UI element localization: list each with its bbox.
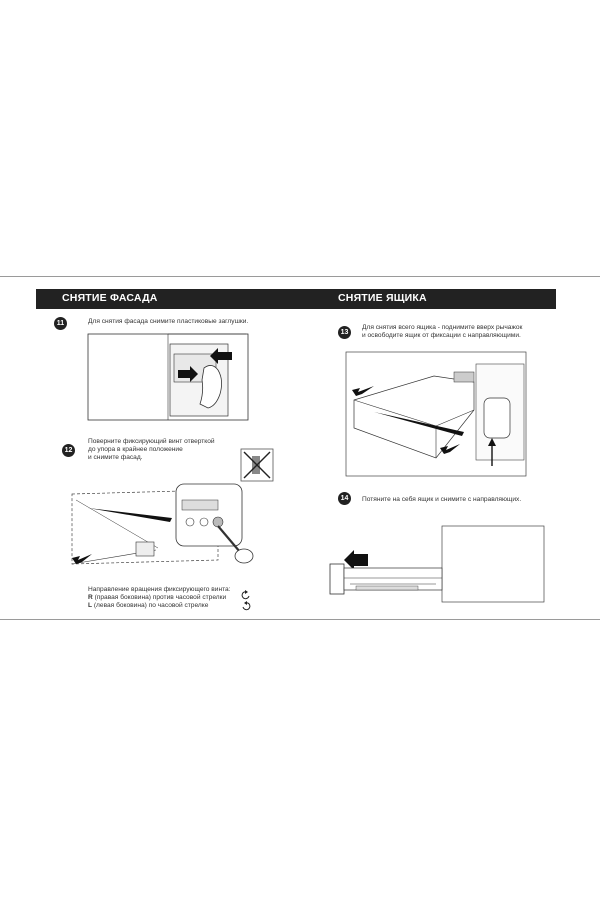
step-12-text-line-2: до упора в крайнее положение bbox=[88, 446, 183, 453]
wrong-screwdriver-icon bbox=[240, 448, 274, 482]
step-11-text: Для снятия фасада снимите пластиковые заглушки. bbox=[88, 318, 249, 325]
step-13-text-line-2: и освободите ящик от фиксации с направляющими. bbox=[362, 332, 521, 339]
rotation-l-line bbox=[88, 602, 208, 610]
step-14-number: 14 bbox=[338, 492, 351, 505]
step-12-text-line-1: Поверните фиксирующий винт отверткой bbox=[88, 438, 215, 445]
rotation-l-text: (левая боковина) по часовой стрелке bbox=[92, 602, 209, 609]
clockwise-icon bbox=[240, 601, 252, 612]
step-12-text-line-3: и снимите фасад. bbox=[88, 454, 143, 461]
step-14-text: Потяните на себя ящик и снимите с направляющих. bbox=[362, 496, 522, 503]
step-14-illustration bbox=[326, 524, 546, 604]
left-section-title: СНЯТИЕ ФАСАДА bbox=[62, 292, 158, 304]
right-section-title: СНЯТИЕ ЯЩИКА bbox=[338, 292, 427, 304]
step-13-text-line-1: Для снятия всего ящика - поднимите вверх рычажок bbox=[362, 324, 523, 331]
counterclockwise-icon bbox=[240, 590, 252, 601]
step-13-number: 13 bbox=[338, 326, 351, 339]
rotation-r-line bbox=[88, 594, 226, 602]
step-11-number: 11 bbox=[54, 317, 67, 330]
step-12-illustration bbox=[68, 478, 268, 578]
rotation-r-letter: R bbox=[88, 594, 93, 601]
rotation-l-letter: L bbox=[88, 602, 93, 609]
step-13-illustration bbox=[344, 350, 528, 478]
rotation-r-text: (правая боковина) против часовой стрелки bbox=[92, 594, 227, 601]
step-12-number: 12 bbox=[62, 444, 75, 457]
rotation-title: Направление вращения фиксирующего винта: bbox=[88, 586, 231, 593]
step-11-illustration bbox=[86, 330, 251, 422]
